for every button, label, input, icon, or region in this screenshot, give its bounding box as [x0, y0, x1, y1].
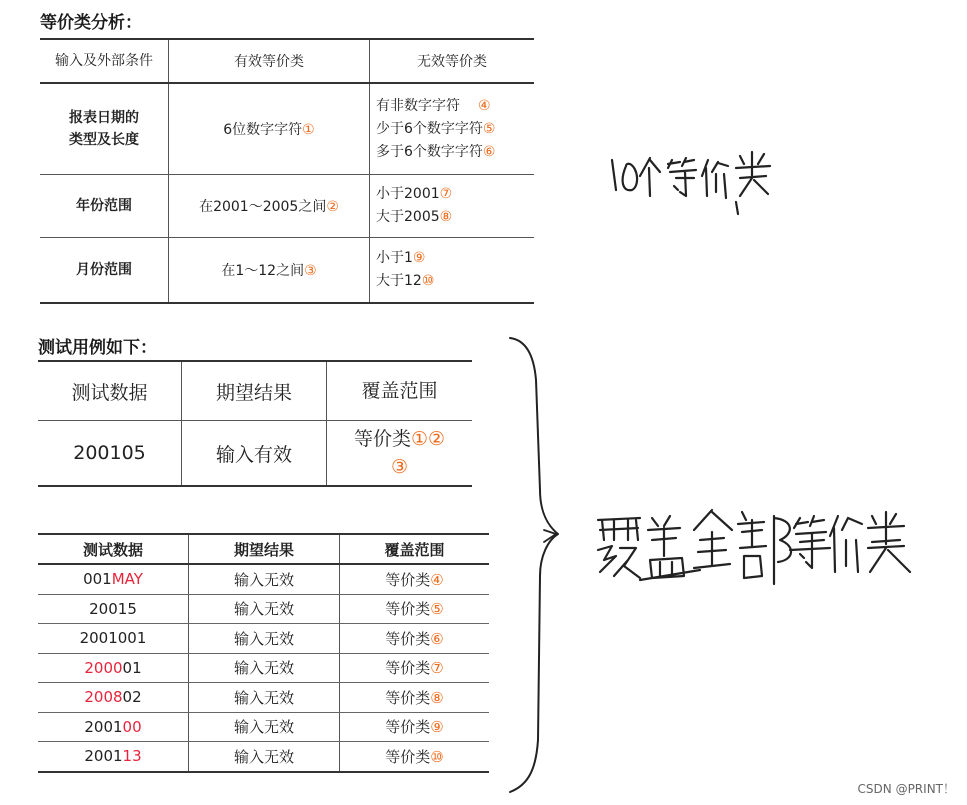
handwritten-note-cover-all	[598, 510, 910, 584]
class-marker: ⑤	[430, 600, 444, 619]
class-marker: ④	[478, 97, 491, 114]
invalid-text: 小于1	[376, 250, 413, 266]
coverage-prefix: 等价类	[385, 659, 431, 678]
data-highlight: 2000	[84, 658, 123, 677]
expected-result-cell: 输入无效	[189, 653, 340, 683]
expected-result-cell: 输入无效	[189, 712, 340, 742]
data-highlight: 00	[122, 717, 142, 736]
class-marker: ⑦	[439, 186, 453, 202]
expected-result-cell: 输入无效	[189, 683, 340, 713]
coverage-prefix: 等价类	[385, 600, 431, 619]
brace-icon	[510, 338, 558, 792]
valid-text: 在1～12之间	[221, 263, 305, 279]
coverage-prefix: 等价类	[385, 747, 431, 766]
data-highlight: 2008	[84, 688, 123, 707]
header-expected-result: 期望结果	[189, 534, 340, 564]
condition-line: 报表日期的	[69, 110, 139, 126]
section2-title: 测试用例如下：	[38, 338, 157, 358]
header-coverage: 覆盖范围	[327, 361, 473, 421]
class-marker: ⑩	[421, 273, 435, 289]
valid-text: 6位数字字符	[223, 122, 303, 138]
data-tail: 01	[122, 658, 142, 677]
header-test-data: 测试数据	[38, 361, 182, 421]
header-valid: 有效等价类	[169, 39, 370, 83]
watermark: CSDN @PRINT！	[857, 782, 955, 796]
data-highlight: MAY	[111, 570, 143, 589]
invalid-text: 多于6个数字字符	[376, 143, 483, 160]
coverage-prefix: 等价类	[385, 570, 431, 589]
invalid-text: 有非数字字符	[376, 97, 460, 114]
expected-result-cell: 输入无效	[189, 564, 340, 594]
class-marker: ⑨	[412, 250, 426, 266]
expected-result-cell: 输入无效	[189, 742, 340, 772]
data-plain: 2001001	[79, 629, 147, 648]
section1-title: 等价类分析：	[40, 13, 142, 33]
data-highlight: 13	[122, 747, 142, 766]
expected-result-cell: 输入无效	[189, 594, 340, 624]
coverage-prefix: 等价类	[385, 629, 431, 648]
class-marker: ⑧	[439, 209, 453, 225]
valid-text: 在2001～2005之间	[199, 199, 327, 215]
data-plain: 20015	[89, 599, 137, 618]
expected-result-cell: 输入有效	[182, 421, 327, 487]
invalid-text: 大于12	[376, 273, 422, 289]
condition-cell: 年份范围	[40, 175, 169, 238]
invalid-text: 小于2001	[376, 186, 440, 202]
class-marker: ⑩	[430, 747, 444, 766]
coverage-prefix: 等价类	[353, 428, 411, 450]
class-marker: ⑦	[430, 659, 444, 678]
coverage-prefix: 等价类	[385, 718, 431, 737]
condition-cell: 月份范围	[40, 238, 169, 304]
class-marker: ⑧	[430, 688, 444, 707]
class-marker: ①②	[410, 428, 446, 450]
class-marker: ④	[430, 570, 444, 589]
condition-line: 类型及长度	[69, 132, 139, 148]
invalid-text: 大于2005	[376, 209, 440, 225]
header-condition: 输入及外部条件	[40, 39, 169, 83]
class-marker: ①	[302, 122, 315, 138]
data-plain: 001	[83, 570, 112, 589]
header-expected-result: 期望结果	[182, 361, 327, 421]
class-marker: ②	[326, 199, 339, 215]
coverage-prefix: 等价类	[385, 688, 431, 707]
class-marker: ⑨	[430, 718, 444, 737]
data-tail: 02	[122, 688, 142, 707]
invalid-text: 少于6个数字字符	[376, 120, 483, 137]
data-plain: 2001	[84, 717, 123, 736]
header-test-data: 测试数据	[38, 534, 189, 564]
class-marker: ⑤	[482, 120, 496, 137]
handwritten-note-ten-classes	[612, 152, 770, 214]
test-data-cell: 200105	[38, 421, 182, 487]
class-marker: ③	[390, 456, 409, 478]
header-coverage: 覆盖范围	[340, 534, 490, 564]
class-marker: ⑥	[482, 143, 496, 160]
class-marker: ⑥	[430, 629, 444, 648]
data-plain: 2001	[84, 747, 123, 766]
header-invalid: 无效等价类	[370, 39, 535, 83]
class-marker: ③	[304, 263, 317, 279]
expected-result-cell: 输入无效	[189, 624, 340, 654]
